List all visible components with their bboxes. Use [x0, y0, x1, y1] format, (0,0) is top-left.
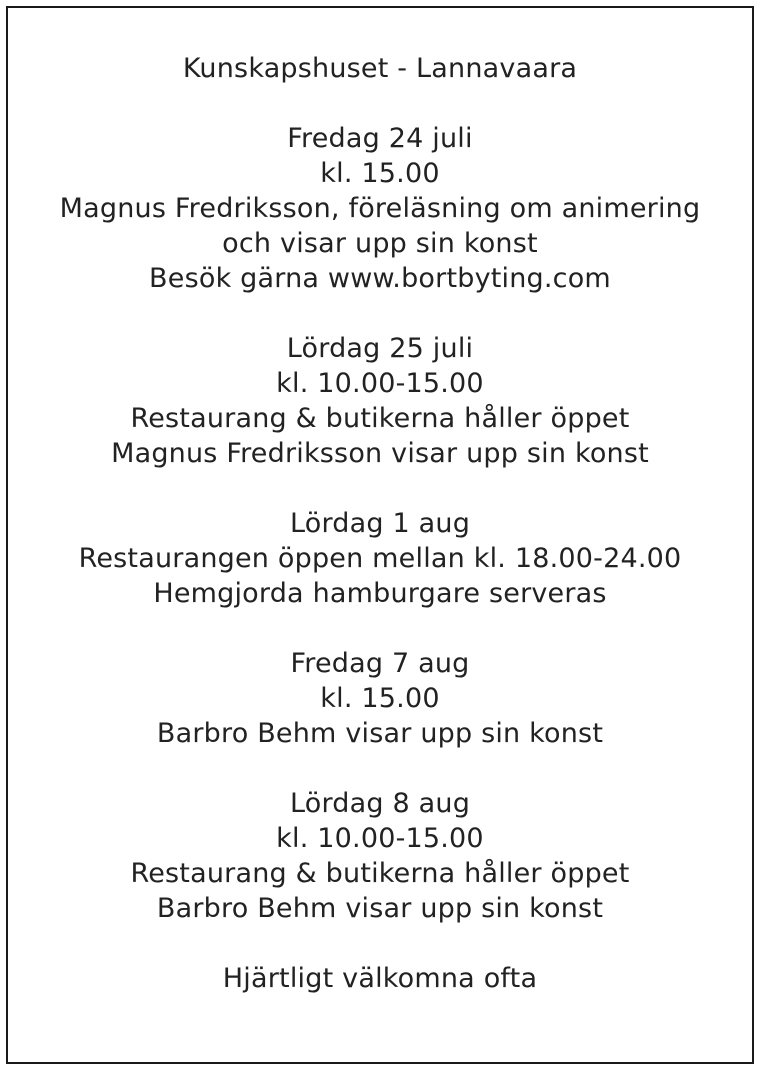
spacer: [8, 926, 752, 961]
event-line: Restaurang & butikerna håller öppet: [130, 403, 630, 434]
event-date: Lördag 25 juli: [286, 333, 474, 364]
spacer: [8, 471, 752, 506]
event-date: Lördag 1 aug: [289, 508, 471, 539]
event-block: [8, 506, 752, 611]
spacer: [8, 86, 752, 121]
event-line: Restaurangen öppen mellan kl. 18.00-24.00: [78, 543, 682, 574]
event-line: Magnus Fredriksson, föreläsning om animering: [59, 193, 701, 224]
event-line: Barbro Behm visar upp sin konst: [156, 718, 604, 749]
announcement-content: [8, 51, 752, 996]
page-frame: [6, 6, 754, 1064]
event-line: Hemgjorda hamburgare serveras: [153, 578, 607, 609]
event-date: Lördag 8 aug: [289, 788, 471, 819]
event-line: kl. 15.00: [320, 683, 440, 714]
event-line: kl. 15.00: [320, 158, 440, 189]
spacer: [8, 751, 752, 786]
event-line: kl. 10.00-15.00: [276, 823, 484, 854]
event-block: [8, 646, 752, 751]
page-title: Kunskapshuset - Lannavaara: [182, 53, 578, 84]
event-line: Restaurang & butikerna håller öppet: [130, 858, 630, 889]
spacer: [8, 611, 752, 646]
event-line: Besök gärna www.bortbyting.com: [149, 263, 611, 294]
event-line: och visar upp sin konst: [222, 228, 538, 259]
event-date: Fredag 24 juli: [287, 123, 473, 154]
event-line: Barbro Behm visar upp sin konst: [156, 893, 604, 924]
spacer: [8, 296, 752, 331]
event-block: [8, 786, 752, 926]
event-date: Fredag 7 aug: [290, 648, 470, 679]
event-block: [8, 331, 752, 471]
event-line: Magnus Fredriksson visar upp sin konst: [111, 438, 649, 469]
event-line: kl. 10.00-15.00: [276, 368, 484, 399]
event-block: [8, 121, 752, 296]
closing-text: Hjärtligt välkomna ofta: [222, 963, 538, 994]
